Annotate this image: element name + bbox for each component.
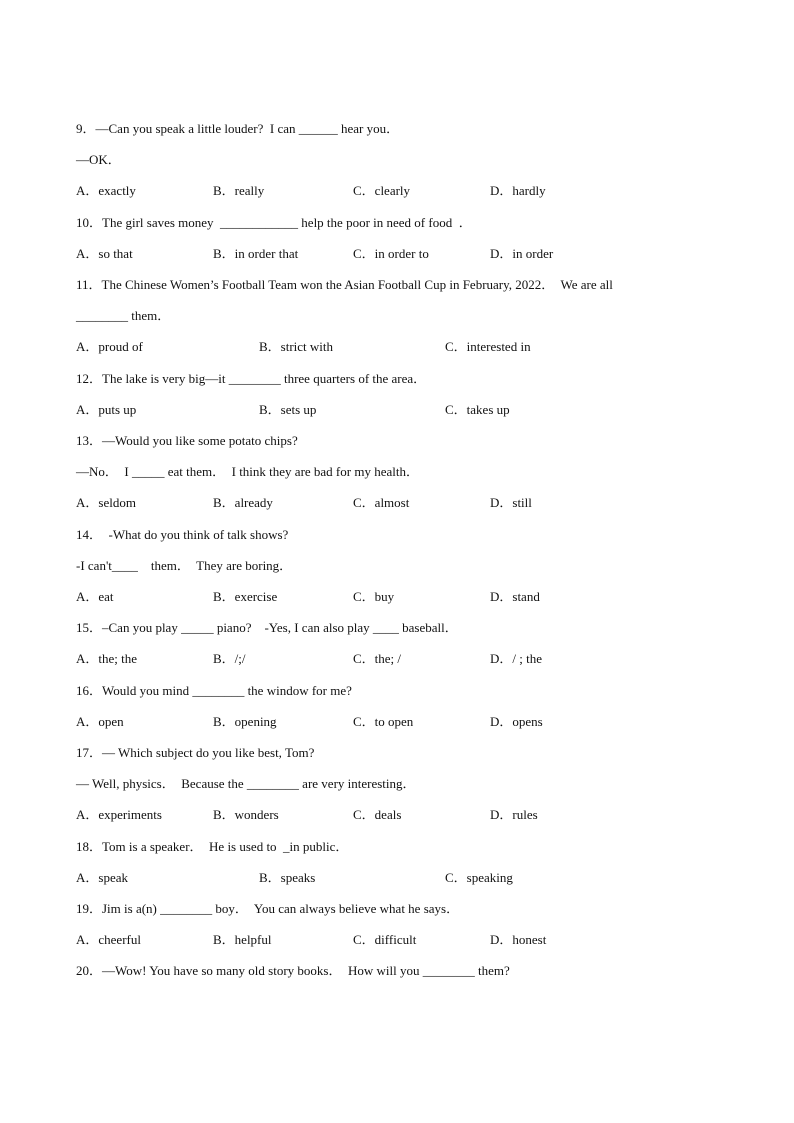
answer-option: B．speaks bbox=[259, 869, 316, 885]
answer-option: C．clearly bbox=[353, 183, 411, 199]
question-stem: 17．— Which subject do you like best, Tom? bbox=[76, 745, 315, 760]
answer-option: B．sets up bbox=[259, 401, 317, 417]
question-stem: 15．–Can you play _____ piano? -Yes, I can also play ____ baseball． bbox=[76, 620, 458, 636]
question-stem: —No． I _____ eat them． I think they are bad for my health． bbox=[76, 464, 419, 480]
answer-option: C．to open bbox=[353, 713, 414, 729]
answer-option: C．interested in bbox=[445, 339, 531, 355]
answer-option: A．cheerful bbox=[76, 932, 141, 948]
answer-option: B．helpful bbox=[213, 932, 272, 948]
question-stem: ________ them． bbox=[76, 308, 171, 324]
question-stem: 11．The Chinese Women’s Football Team won the Asian Football Cup in February, 2022． We are all bbox=[76, 277, 613, 292]
answer-option: C．deals bbox=[353, 807, 402, 823]
answer-option: C．buy bbox=[353, 589, 395, 604]
answer-option: C．difficult bbox=[353, 932, 417, 948]
answer-option: D．still bbox=[490, 495, 532, 511]
answer-option: A．experiments bbox=[76, 807, 162, 823]
answer-option: C．the; / bbox=[353, 651, 402, 667]
answer-option: A．seldom bbox=[76, 495, 136, 511]
answer-option: D．honest bbox=[490, 932, 547, 948]
answer-option: B．already bbox=[213, 495, 273, 511]
answer-option: B．/;/ bbox=[213, 651, 246, 667]
answer-option: C．speaking bbox=[445, 869, 513, 885]
answer-option: B．wonders bbox=[213, 807, 279, 823]
question-stem: 19．Jim is a(n) ________ boy． You can always believe what he says． bbox=[76, 901, 460, 916]
question-stem: — Well, physics． Because the ________ are very interesting． bbox=[76, 776, 416, 792]
answer-option: D．opens bbox=[490, 713, 543, 729]
answer-option: A．open bbox=[76, 713, 124, 729]
answer-option: C．in order to bbox=[353, 245, 429, 261]
question-stem: 14． -What do you think of talk shows? bbox=[76, 526, 289, 542]
answer-option: B．really bbox=[213, 183, 265, 199]
answer-option: B．strict with bbox=[259, 339, 334, 355]
answer-option: C．takes up bbox=[445, 401, 510, 417]
question-stem: 20．—Wow! You have so many old story books． How will you ________ them? bbox=[76, 963, 510, 979]
answer-option: A．speak bbox=[76, 869, 128, 885]
answer-option: D．/ ; the bbox=[490, 651, 542, 667]
question-stem: 16．Would you mind ________ the window for me? bbox=[76, 682, 352, 698]
question-stem: 10．The girl saves money ____________ help the poor in need of food ． bbox=[76, 214, 472, 230]
answer-option: A．the; the bbox=[76, 651, 138, 667]
answer-option: A．puts up bbox=[76, 401, 137, 417]
answer-option: D．hardly bbox=[490, 183, 546, 199]
answer-option: D．in order bbox=[490, 245, 554, 261]
answer-option: A．eat bbox=[76, 589, 114, 604]
question-stem: —OK． bbox=[76, 152, 121, 168]
answer-option: A．proud of bbox=[76, 339, 143, 355]
answer-option: B．opening bbox=[213, 713, 277, 729]
answer-option: D．stand bbox=[490, 589, 540, 604]
answer-option: B．in order that bbox=[213, 245, 299, 261]
answer-option: A．so that bbox=[76, 245, 133, 261]
answer-option: B．exercise bbox=[213, 589, 278, 604]
question-stem: -I can't____ them． They are boring． bbox=[76, 557, 293, 573]
answer-option: A．exactly bbox=[76, 183, 136, 199]
answer-option: C．almost bbox=[353, 495, 410, 511]
question-stem: 12．The lake is very big—it ________ three quarters of the area． bbox=[76, 370, 427, 386]
question-stem: 13．—Would you like some potato chips? bbox=[76, 433, 298, 448]
question-stem: 9．—Can you speak a little louder? I can ______ hear you． bbox=[76, 121, 400, 136]
answer-option: D．rules bbox=[490, 807, 538, 823]
question-stem: 18．Tom is a speaker． He is used to _in public． bbox=[76, 838, 349, 854]
